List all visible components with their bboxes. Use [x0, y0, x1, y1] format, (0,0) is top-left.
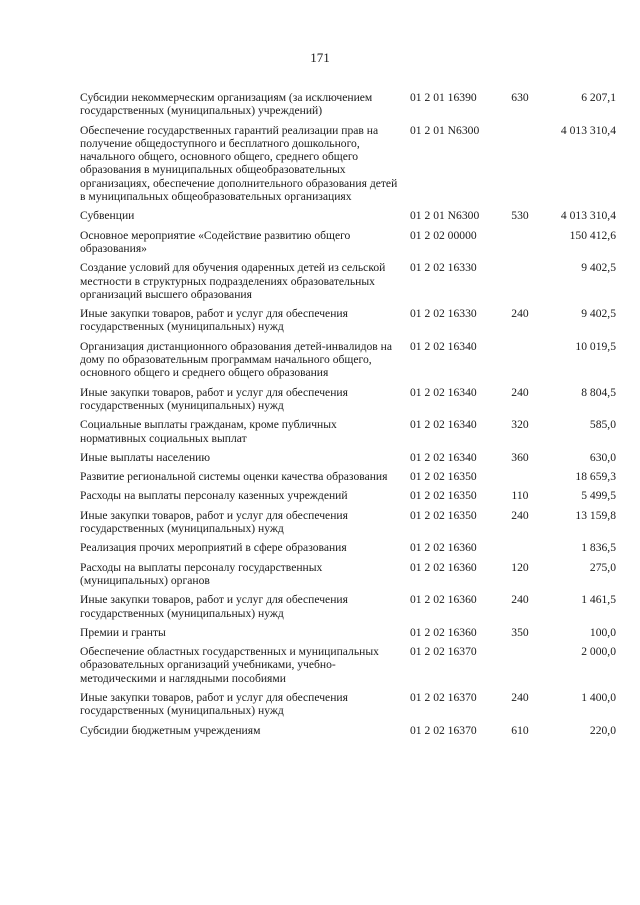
expense-type-code [502, 645, 538, 691]
expense-type-code [502, 340, 538, 386]
amount: 8 804,5 [581, 385, 616, 399]
table-row [80, 593, 616, 626]
expense-type-code: 360 [511, 450, 529, 464]
expense-name: Обеспечение государственных гарантий реализации прав на получение общедоступного и бесплатного дошкольного, начального общего, основного общего, среднего общего образования в муниципальных общеобразовательных организациях, обеспечение дополнительного образования детей в муниципальных общеобразовательных организациях [80, 123, 398, 204]
table-row [80, 724, 616, 743]
target-article-code: 01 2 02 16350 [410, 489, 477, 503]
target-article-code: 01 2 02 16330 [410, 261, 477, 275]
table-row [80, 489, 616, 508]
amount: 13 159,8 [575, 508, 616, 522]
amount: 5 499,5 [581, 489, 616, 503]
target-article-code: 01 2 01 N6300 [410, 123, 480, 137]
amount: 6 207,1 [581, 91, 616, 104]
expense-name: Иные закупки товаров, работ и услуг для обеспечения государственных (муниципальных) нужд [80, 508, 348, 536]
expense-name: Создание условий для обучения одаренных детей из сельской местности в структурных подразделениях образовательных организаций высшего образования [80, 261, 386, 301]
expense-type-code: 240 [511, 508, 529, 522]
expense-name: Иные закупки товаров, работ и услуг для обеспечения государственных (муниципальных) нужд [80, 690, 348, 718]
target-article-code: 01 2 02 16350 [410, 508, 477, 522]
expense-type-code: 350 [511, 625, 529, 639]
table-row [80, 307, 616, 340]
expense-name: Расходы на выплаты персоналу казенных учреждений [80, 489, 348, 503]
expense-name: Иные закупки товаров, работ и услуг для обеспечения государственных (муниципальных) нужд [80, 307, 348, 334]
amount: 4 013 310,4 [560, 209, 616, 223]
target-article-code: 01 2 02 16360 [410, 560, 477, 574]
target-article-code: 01 2 02 16350 [410, 470, 477, 484]
target-article-code: 01 2 02 16370 [410, 645, 477, 659]
target-article-code: 01 2 02 16360 [410, 625, 477, 639]
expense-name: Реализация прочих мероприятий в сфере образования [80, 541, 347, 555]
amount: 9 402,5 [581, 261, 616, 275]
amount: 18 659,3 [575, 470, 616, 484]
expense-type-code [502, 470, 538, 489]
budget-table-body [80, 91, 616, 743]
target-article-code: 01 2 02 16340 [410, 339, 477, 353]
amount: 2 000,0 [581, 645, 616, 659]
table-row [80, 561, 616, 594]
target-article-code: 01 2 02 00000 [410, 228, 477, 242]
expense-name: Субвенции [80, 209, 135, 223]
expense-name: Иные закупки товаров, работ и услуг для обеспечения государственных (муниципальных) нужд [80, 385, 348, 412]
expense-type-code [502, 124, 538, 210]
expense-type-code [502, 541, 538, 560]
table-row [80, 691, 616, 724]
expense-type-code: 240 [511, 593, 529, 607]
table-row [80, 541, 616, 560]
amount: 10 019,5 [575, 339, 616, 353]
target-article-code: 01 2 02 16340 [410, 450, 477, 464]
amount: 150 412,6 [569, 228, 616, 242]
expense-type-code: 530 [511, 209, 529, 223]
amount: 9 402,5 [581, 307, 616, 321]
amount: 1 836,5 [581, 541, 616, 555]
table-row [80, 509, 616, 542]
expense-type-code: 320 [511, 418, 529, 432]
expense-name: Иные закупки товаров, работ и услуг для обеспечения государственных (муниципальных) нужд [80, 593, 348, 620]
target-article-code: 01 2 01 16390 [410, 91, 477, 104]
table-row [80, 209, 616, 228]
expense-type-code: 110 [511, 489, 529, 503]
amount: 4 013 310,4 [560, 123, 616, 137]
expense-type-code: 240 [511, 385, 529, 399]
expense-type-code: 240 [511, 307, 529, 321]
expense-name: Обеспечение областных государственных и муниципальных образовательных организаций учебниками, учебно-методическими и наглядными пособиями [80, 645, 379, 685]
page-number: 171 [310, 50, 330, 65]
target-article-code: 01 2 02 16340 [410, 418, 477, 432]
target-article-code: 01 2 02 16330 [410, 307, 477, 321]
amount: 275,0 [589, 560, 616, 574]
table-row [80, 261, 616, 307]
budget-table [80, 91, 616, 743]
expense-type-code: 240 [511, 690, 529, 704]
table-row [80, 386, 616, 419]
table-row [80, 451, 616, 470]
amount: 630,0 [589, 450, 616, 464]
target-article-code: 01 2 01 N6300 [410, 209, 480, 223]
table-row [80, 645, 616, 691]
expense-name: Расходы на выплаты персоналу государственных (муниципальных) органов [80, 560, 323, 587]
table-row [80, 124, 616, 210]
expense-name: Основное мероприятие «Содействие развитию общего образования» [80, 228, 351, 255]
target-article-code: 01 2 02 16360 [410, 541, 477, 555]
expense-name: Развитие региональной системы оценки качества образования [80, 470, 388, 484]
table-row [80, 470, 616, 489]
expense-name: Организация дистанционного образования детей-инвалидов на дому по образовательным программам начального общего, основного общего и среднего общего образования [80, 339, 392, 380]
expense-type-code: 630 [511, 91, 529, 104]
target-article-code: 01 2 02 16360 [410, 593, 477, 607]
table-row [80, 626, 616, 645]
target-article-code: 01 2 02 16370 [410, 723, 477, 737]
table-row [80, 91, 616, 124]
table-row [80, 229, 616, 262]
amount: 100,0 [589, 625, 616, 639]
expense-type-code: 610 [511, 723, 529, 737]
amount: 1 461,5 [581, 593, 616, 607]
amount: 220,0 [589, 723, 616, 737]
target-article-code: 01 2 02 16340 [410, 385, 477, 399]
expense-type-code: 120 [511, 560, 529, 574]
table-row [80, 340, 616, 386]
expense-name: Субсидии бюджетным учреждениям [80, 723, 261, 737]
target-article-code: 01 2 02 16370 [410, 690, 477, 704]
amount: 585,0 [589, 418, 616, 432]
expense-type-code [502, 261, 538, 307]
table-row [80, 418, 616, 451]
expense-name: Социальные выплаты гражданам, кроме публичных нормативных социальных выплат [80, 418, 337, 445]
amount: 1 400,0 [581, 690, 616, 704]
expense-name: Иные выплаты населению [80, 450, 211, 464]
expense-type-code [502, 229, 538, 262]
expense-name: Премии и гранты [80, 625, 166, 639]
expense-name: Субсидии некоммерческим организациям (за исключением государственных (муниципальных) учреждений) [80, 91, 373, 118]
